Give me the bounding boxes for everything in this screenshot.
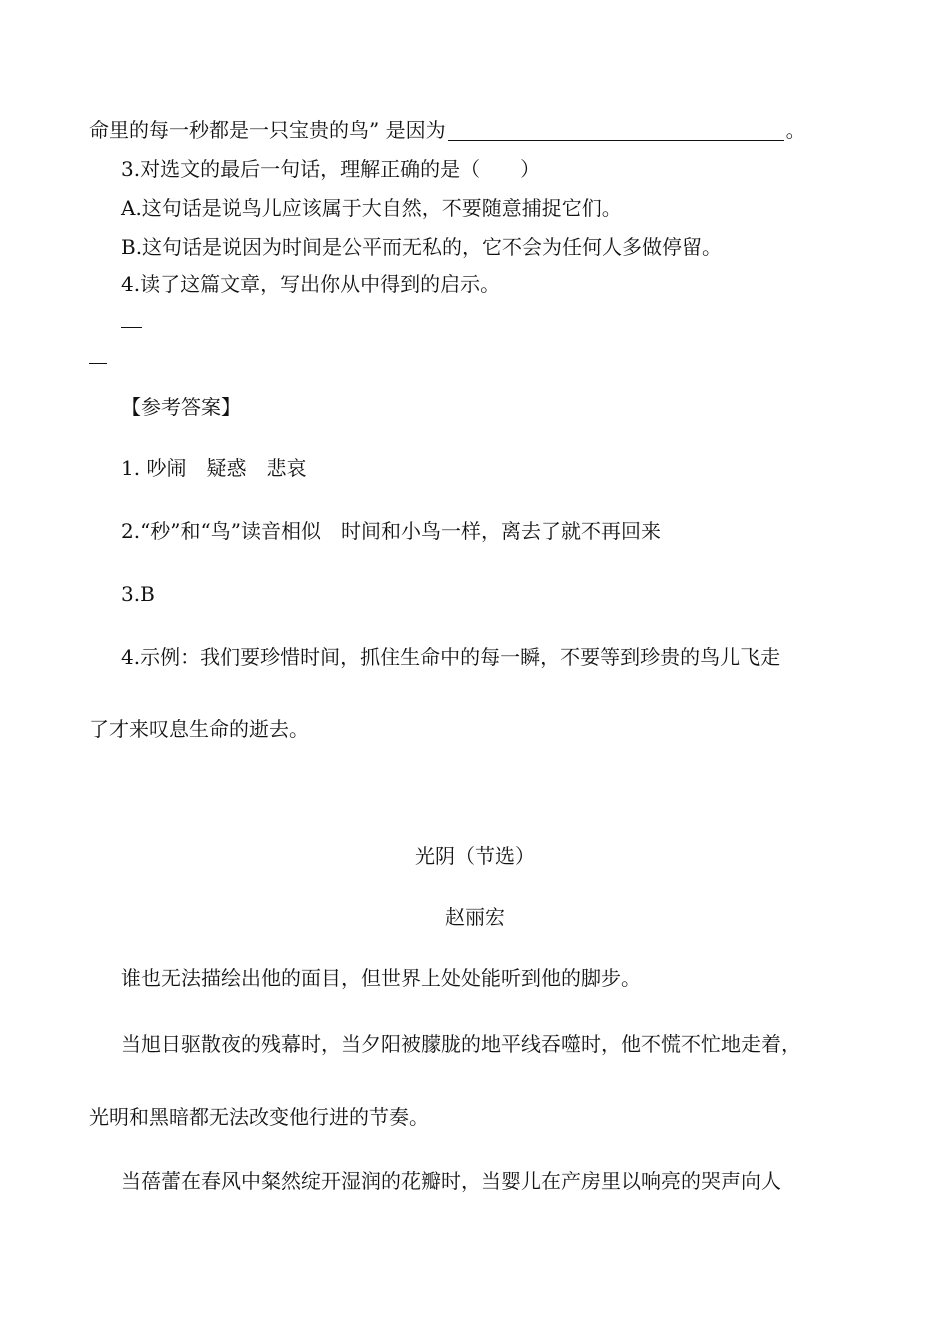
answer-line-2 [89, 363, 107, 364]
answer-4-line-2: 了才来叹息生命的逝去。 [89, 717, 309, 741]
answer-blank[interactable] [448, 120, 784, 141]
question-3-option-b: B.这句话是说因为时间是公平而无私的，它不会为任何人多做停留。 [121, 235, 723, 259]
article-paragraph-1: 谁也无法描绘出他的面目，但世界上处处能听到他的脚步。 [121, 966, 641, 990]
answer-2: 2.“秒”和“鸟”读音相似 时间和小鸟一样，离去了就不再回来 [121, 519, 661, 543]
question-2-text: 命里的每一秒都是一只宝贵的鸟” 是因为 [89, 118, 446, 142]
answer-line-1 [121, 327, 142, 328]
answer-3: 3.B [121, 582, 155, 606]
article-paragraph-3-line-1: 当蓓蕾在春风中粲然绽开湿润的花瓣时，当婴儿在产房里以响亮的哭声向人 [121, 1169, 781, 1193]
answer-4-line-1: 4.示例：我们要珍惜时间，抓住生命中的每一瞬，不要等到珍贵的鸟儿飞走 [121, 645, 781, 669]
question-3-option-a: A.这句话是说鸟儿应该属于大自然，不要随意捕捉它们。 [121, 196, 622, 220]
article-paragraph-2-line-2: 光明和黑暗都无法改变他行进的节奏。 [89, 1105, 429, 1129]
answer-1: 1. 吵闹 疑惑 悲哀 [121, 456, 307, 480]
question-3-stem: 3.对选文的最后一句话，理解正确的是（ ） [121, 157, 541, 181]
article-paragraph-2-line-1: 当旭日驱散夜的残幕时，当夕阳被朦胧的地平线吞噬时，他不慌不忙地走着， [121, 1032, 801, 1056]
question-4-stem: 4.读了这篇文章，写出你从中得到的启示。 [121, 272, 501, 296]
article-author: 赵丽宏 [445, 905, 505, 929]
article-title: 光阴（节选） [415, 844, 535, 868]
question-2-continuation [89, 116, 806, 144]
answers-heading: 【参考答案】 [121, 395, 241, 419]
question-2-period: 。 [785, 118, 806, 142]
